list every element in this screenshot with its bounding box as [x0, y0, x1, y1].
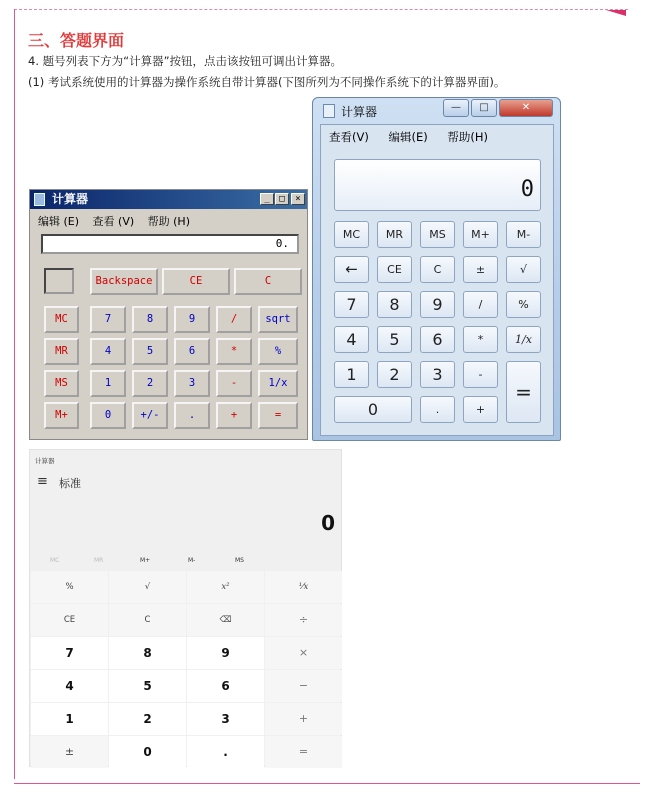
classic-title: 计算器 — [52, 192, 89, 206]
key-plus[interactable]: + — [265, 703, 342, 735]
clear-button[interactable]: C — [109, 604, 186, 636]
key-6[interactable]: 6 — [420, 326, 455, 353]
classic-calculator-window — [29, 189, 308, 440]
classic-menubar — [38, 213, 200, 229]
key-5[interactable]: 5 — [377, 326, 412, 353]
key-7[interactable]: 7 — [31, 637, 108, 669]
backspace-button[interactable]: ← — [334, 256, 369, 283]
key-5[interactable]: 5 — [132, 338, 168, 365]
key-divide[interactable]: ÷ — [265, 604, 342, 636]
calculator-mode-label: 标准 — [59, 477, 81, 490]
menu-view[interactable]: 查看 (V) — [92, 215, 135, 228]
key-3[interactable]: 3 — [174, 370, 210, 397]
key-2[interactable]: 2 — [132, 370, 168, 397]
key-7[interactable]: 7 — [90, 306, 126, 333]
key-minus[interactable]: − — [265, 670, 342, 702]
key-6[interactable]: 6 — [174, 338, 210, 365]
key-divide[interactable]: / — [463, 291, 498, 318]
key-9[interactable]: 9 — [420, 291, 455, 318]
menu-view[interactable]: 查看(V) — [329, 130, 369, 144]
ce-button[interactable]: CE — [162, 268, 230, 295]
ce-button[interactable]: CE — [31, 604, 108, 636]
key-8[interactable]: 8 — [132, 306, 168, 333]
key-equals[interactable]: = — [506, 361, 541, 423]
key-plus[interactable]: + — [216, 402, 252, 429]
key-1[interactable]: 1 — [90, 370, 126, 397]
m-minus-button[interactable]: M- — [506, 221, 541, 248]
key-decimal[interactable]: . — [174, 402, 210, 429]
modern-app-title: 计算器 — [35, 457, 55, 465]
key-5[interactable]: 5 — [109, 670, 186, 702]
key-minus[interactable]: - — [216, 370, 252, 397]
key-sqrt[interactable]: sqrt — [258, 306, 298, 333]
corner-flag-icon — [606, 10, 626, 16]
paragraph-2: (1) 考试系统使用的计算器为操作系统自带计算器(下图所列为不同操作系统下的计算器界面)。 — [28, 75, 506, 89]
key-negate[interactable]: ± — [463, 256, 498, 283]
key-equals[interactable]: = — [258, 402, 298, 429]
clear-button[interactable]: C — [234, 268, 302, 295]
mr-button[interactable]: MR — [94, 557, 104, 564]
key-equals[interactable]: = — [265, 736, 342, 768]
hamburger-menu-icon[interactable]: ≡ — [37, 474, 48, 489]
key-square[interactable]: x² — [187, 571, 264, 603]
paragraph-1: 4. 题号列表下方为“计算器”按钮，点击该按钮可调出计算器。 — [28, 54, 343, 68]
key-3[interactable]: 3 — [420, 361, 455, 388]
backspace-button[interactable]: Backspace — [90, 268, 158, 295]
key-7[interactable]: 7 — [334, 291, 369, 318]
key-4[interactable]: 4 — [334, 326, 369, 353]
key-negate[interactable]: ± — [31, 736, 108, 768]
ms-button[interactable]: MS — [44, 370, 79, 397]
win7-calculator-window — [312, 97, 561, 441]
calculator-app-icon — [34, 193, 45, 206]
key-3[interactable]: 3 — [187, 703, 264, 735]
backspace-icon[interactable]: ⌫ — [187, 604, 264, 636]
minimize-button[interactable]: _ — [260, 193, 274, 205]
win7-client-area — [320, 124, 554, 436]
key-reciprocal[interactable]: ¹⁄x — [265, 571, 342, 603]
maximize-button[interactable]: □ — [471, 99, 497, 117]
key-8[interactable]: 8 — [377, 291, 412, 318]
mc-button[interactable]: MC — [50, 557, 60, 564]
key-decimal[interactable]: . — [187, 736, 264, 768]
key-4[interactable]: 4 — [31, 670, 108, 702]
clear-button[interactable]: C — [420, 256, 455, 283]
mc-button[interactable]: MC — [44, 306, 79, 333]
m-plus-button[interactable]: M+ — [44, 402, 79, 429]
page-frame-top — [14, 9, 628, 10]
menu-help[interactable]: 帮助(H) — [447, 130, 489, 144]
key-reciprocal[interactable]: 1/x — [258, 370, 298, 397]
mc-button[interactable]: MC — [334, 221, 369, 248]
key-6[interactable]: 6 — [187, 670, 264, 702]
key-1[interactable]: 1 — [334, 361, 369, 388]
key-sqrt[interactable]: √ — [109, 571, 186, 603]
calculator-app-icon — [323, 104, 335, 118]
menu-edit[interactable]: 编辑(E) — [388, 130, 428, 144]
menu-help[interactable]: 帮助 (H) — [147, 215, 190, 228]
close-button[interactable]: ✕ — [499, 99, 553, 117]
key-0[interactable]: 0 — [334, 396, 412, 423]
key-1[interactable]: 1 — [31, 703, 108, 735]
key-percent[interactable]: % — [31, 571, 108, 603]
key-decimal[interactable]: . — [420, 396, 455, 423]
mr-button[interactable]: MR — [377, 221, 412, 248]
key-4[interactable]: 4 — [90, 338, 126, 365]
ms-button[interactable]: MS — [235, 557, 244, 564]
key-0[interactable]: 0 — [109, 736, 186, 768]
m-plus-button[interactable]: M+ — [140, 557, 151, 564]
key-plus[interactable]: + — [463, 396, 498, 423]
key-multiply[interactable]: * — [216, 338, 252, 365]
key-2[interactable]: 2 — [109, 703, 186, 735]
ms-button[interactable]: MS — [420, 221, 455, 248]
modern-calculator-window — [29, 449, 342, 767]
key-8[interactable]: 8 — [109, 637, 186, 669]
maximize-button[interactable]: □ — [275, 193, 289, 205]
win7-menubar — [329, 129, 504, 145]
close-button[interactable]: × — [291, 193, 305, 205]
m-minus-button[interactable]: M- — [188, 557, 196, 564]
key-9[interactable]: 9 — [187, 637, 264, 669]
key-0[interactable]: 0 — [90, 402, 126, 429]
m-plus-button[interactable]: M+ — [463, 221, 498, 248]
key-percent[interactable]: % — [258, 338, 298, 365]
key-9[interactable]: 9 — [174, 306, 210, 333]
key-sqrt[interactable]: √ — [506, 256, 541, 283]
win7-display: 0 — [334, 159, 541, 211]
mr-button[interactable]: MR — [44, 338, 79, 365]
key-divide[interactable]: / — [216, 306, 252, 333]
key-minus[interactable]: - — [463, 361, 498, 388]
classic-display: 0. — [41, 234, 299, 254]
key-reciprocal[interactable]: 1/x — [506, 326, 541, 353]
menu-edit[interactable]: 编辑 (E) — [38, 215, 80, 228]
ce-button[interactable]: CE — [377, 256, 412, 283]
key-2[interactable]: 2 — [377, 361, 412, 388]
minimize-button[interactable]: — — [443, 99, 469, 117]
page-frame-left — [14, 9, 15, 779]
key-percent[interactable]: % — [506, 291, 541, 318]
key-multiply[interactable]: * — [463, 326, 498, 353]
key-negate[interactable]: +/- — [132, 402, 168, 429]
page-frame-bottom — [14, 783, 640, 784]
modern-display: 0 — [321, 511, 335, 535]
key-multiply[interactable]: × — [265, 637, 342, 669]
section-title: 三、答题界面 — [28, 31, 125, 50]
memory-indicator — [44, 268, 74, 294]
win7-title: 计算器 — [341, 105, 378, 119]
